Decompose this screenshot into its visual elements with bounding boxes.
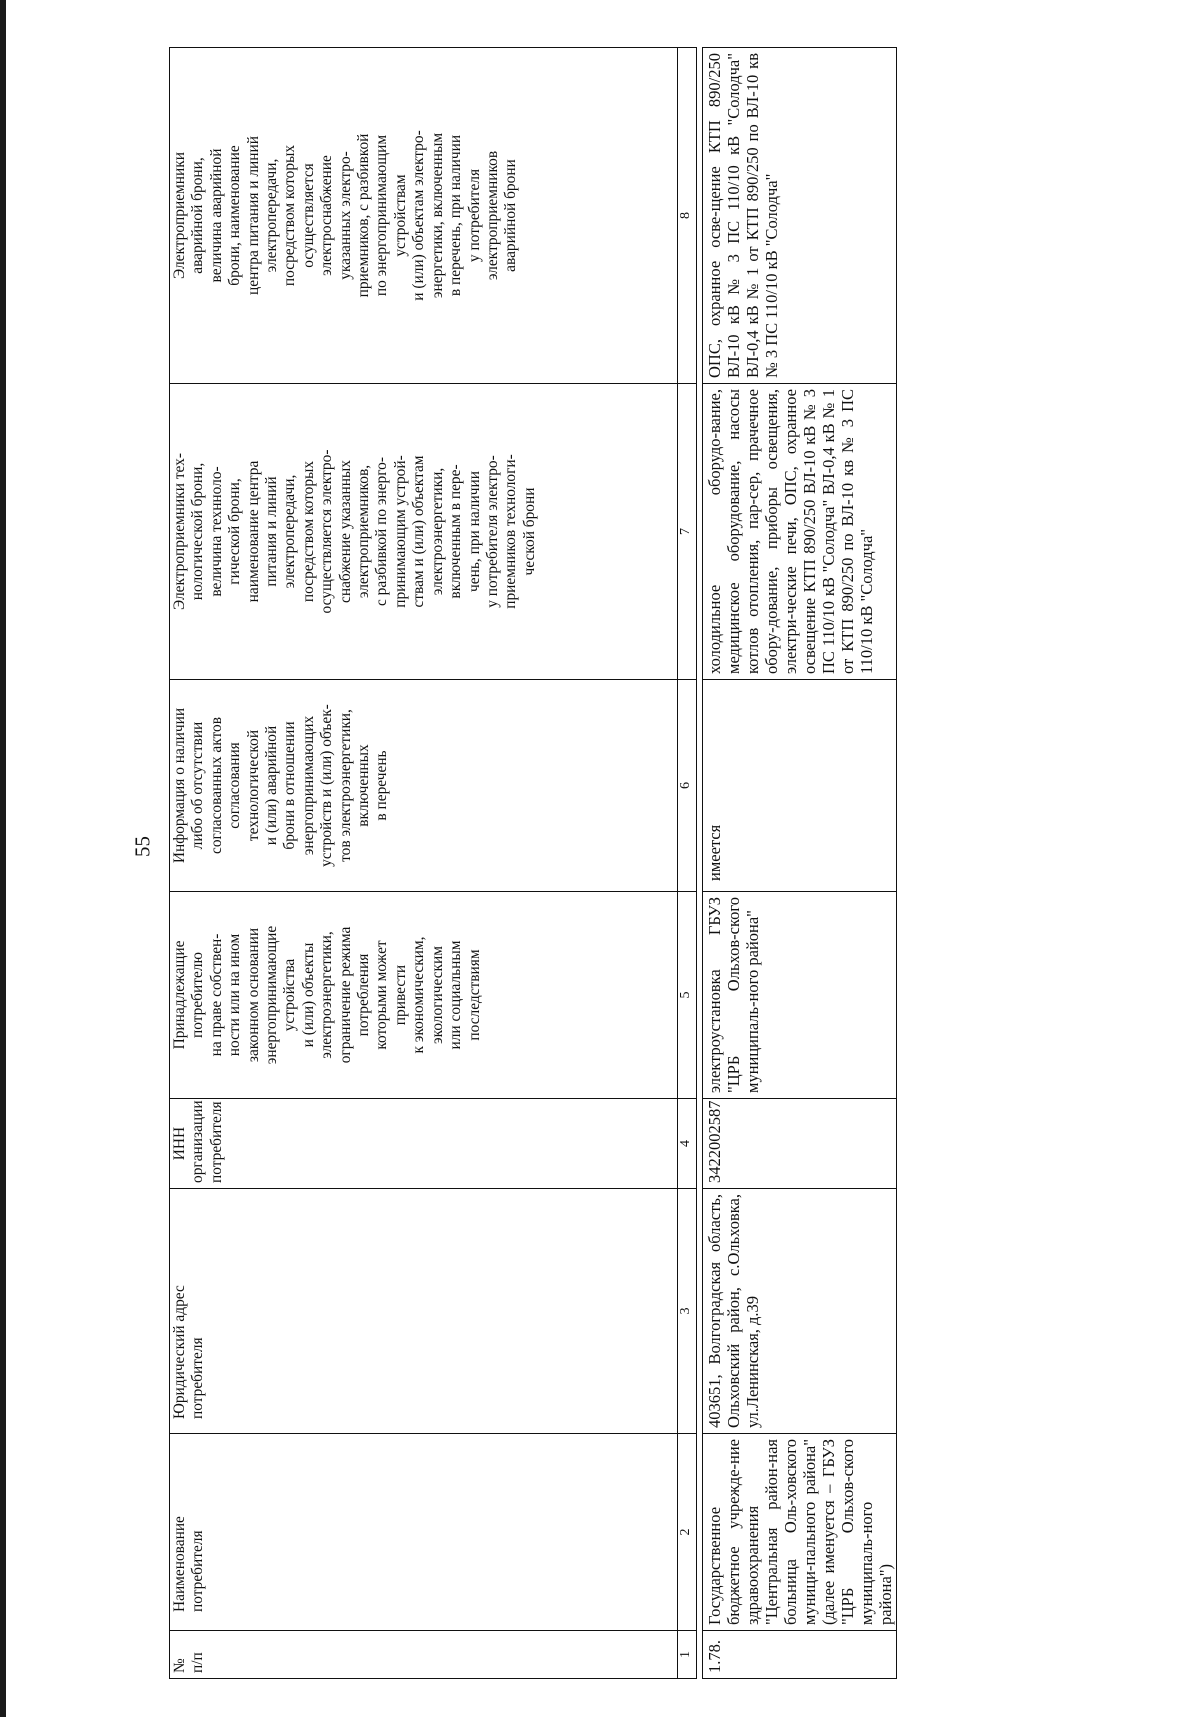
header-cell: Информация о наличии либо об отсутствии согласованных актов согласования технологической и (или) аварийной брони в отношении энергопринимающих устройств и (или) объек- тов электроэнергетики, включенных в перечень — [170, 680, 678, 892]
column-number-row — [678, 48, 697, 1679]
column-number: 3 — [678, 1189, 697, 1434]
header-row — [170, 48, 678, 1679]
column-number: 7 — [678, 384, 697, 680]
cell-tech-reserve: холодильное оборудо-вание, медицинское оборудование, насосы котлов отопления, пар-сер, прачечное обору-дование, приборы освещения, электри-ческие печи, ОПС, охранное освещение КТП 890/250 ВЛ-10 кВ № 3 ПС 110/10 кВ "Солодча" ВЛ-0,4 кВ № 1 от КТП 890/250 по ВЛ-10 кв № 3 ПС 110/10 кВ "Солодча" — [703, 384, 897, 680]
cell-acts: имеется — [703, 680, 897, 892]
header-cell: Принадлежащие потребителю на праве собствен- ности или на ином законном основании энергопринимающие устройства и (или) объекты электроэнергетики, ограничение режима потребления которыми может привести к экономическим, экологическим или социальным последствиям — [170, 892, 678, 1099]
column-number: 5 — [678, 892, 697, 1099]
rotated-table-wrapper — [169, 48, 895, 1679]
page-number: 55 — [130, 836, 155, 857]
consumer-table — [169, 47, 897, 1679]
column-number: 1 — [678, 1631, 697, 1679]
header-cell: ИНН организации потребителя — [170, 1099, 678, 1189]
column-number: 2 — [678, 1434, 697, 1631]
scan-edge — [0, 0, 6, 1717]
header-cell: Электроприемники тех- нологической брони, величина технноло- гической брони, наименование центра питания и линий электропередачи, посредством которых осуществляется электро- снабжение указанных электроприемников, с разбивкой по энерго- принимающим устрой- ствам и (или) объектам электроэнергетики, включенным в пере- чень, при наличии у потребителя электро- приемников технологи- ческой брони — [170, 384, 678, 680]
cell-inn: 3422002587 — [703, 1099, 897, 1189]
cell-num: 1.78. — [703, 1631, 897, 1679]
header-cell: Электроприемники аварийной брони, величина аварийной брони, наименование центра питания и линий электропередачи, посредством которых осуществляется электроснабжение указанных электро- приемников, с разбивкой по энергопринимающим устройствам и (или) объектам электро- энергетики, включенным в перечень, при наличии у потребителя электроприемников аварийной брони — [170, 48, 678, 384]
table-row — [703, 48, 897, 1679]
column-number: 6 — [678, 680, 697, 892]
cell-devices: электроустановка ГБУЗ "ЦРБ Ольхов-ского муниципаль-ного района" — [703, 892, 897, 1099]
cell-legal-address: 403651, Волгоградская область, Ольховский район, с.Ольховка, ул.Ленинская, д.39 — [703, 1189, 897, 1434]
header-cell: Юридический адрес потребителя — [170, 1189, 678, 1434]
column-number: 8 — [678, 48, 697, 384]
column-number: 4 — [678, 1099, 697, 1189]
cell-emergency-reserve: ОПС, охранное осве-щение КТП 890/250 ВЛ-10 кВ № 3 ПС 110/10 кВ "Солодча" ВЛ-0,4 кВ № 1 от КТП 890/250 по ВЛ-10 кв № 3 ПС 110/10 кВ "Солодча" — [703, 48, 897, 384]
header-cell: Наименование потребителя — [170, 1434, 678, 1631]
header-cell: № п/п — [170, 1631, 678, 1679]
cell-consumer-name: Государственное бюджетное учрежде-ние здравоохранения "Центральная район-ная больница Оль-ховского муници-пального района" (далее именуется – ГБУЗ "ЦРБ Ольхов-ского муниципаль-ного района") — [703, 1434, 897, 1631]
